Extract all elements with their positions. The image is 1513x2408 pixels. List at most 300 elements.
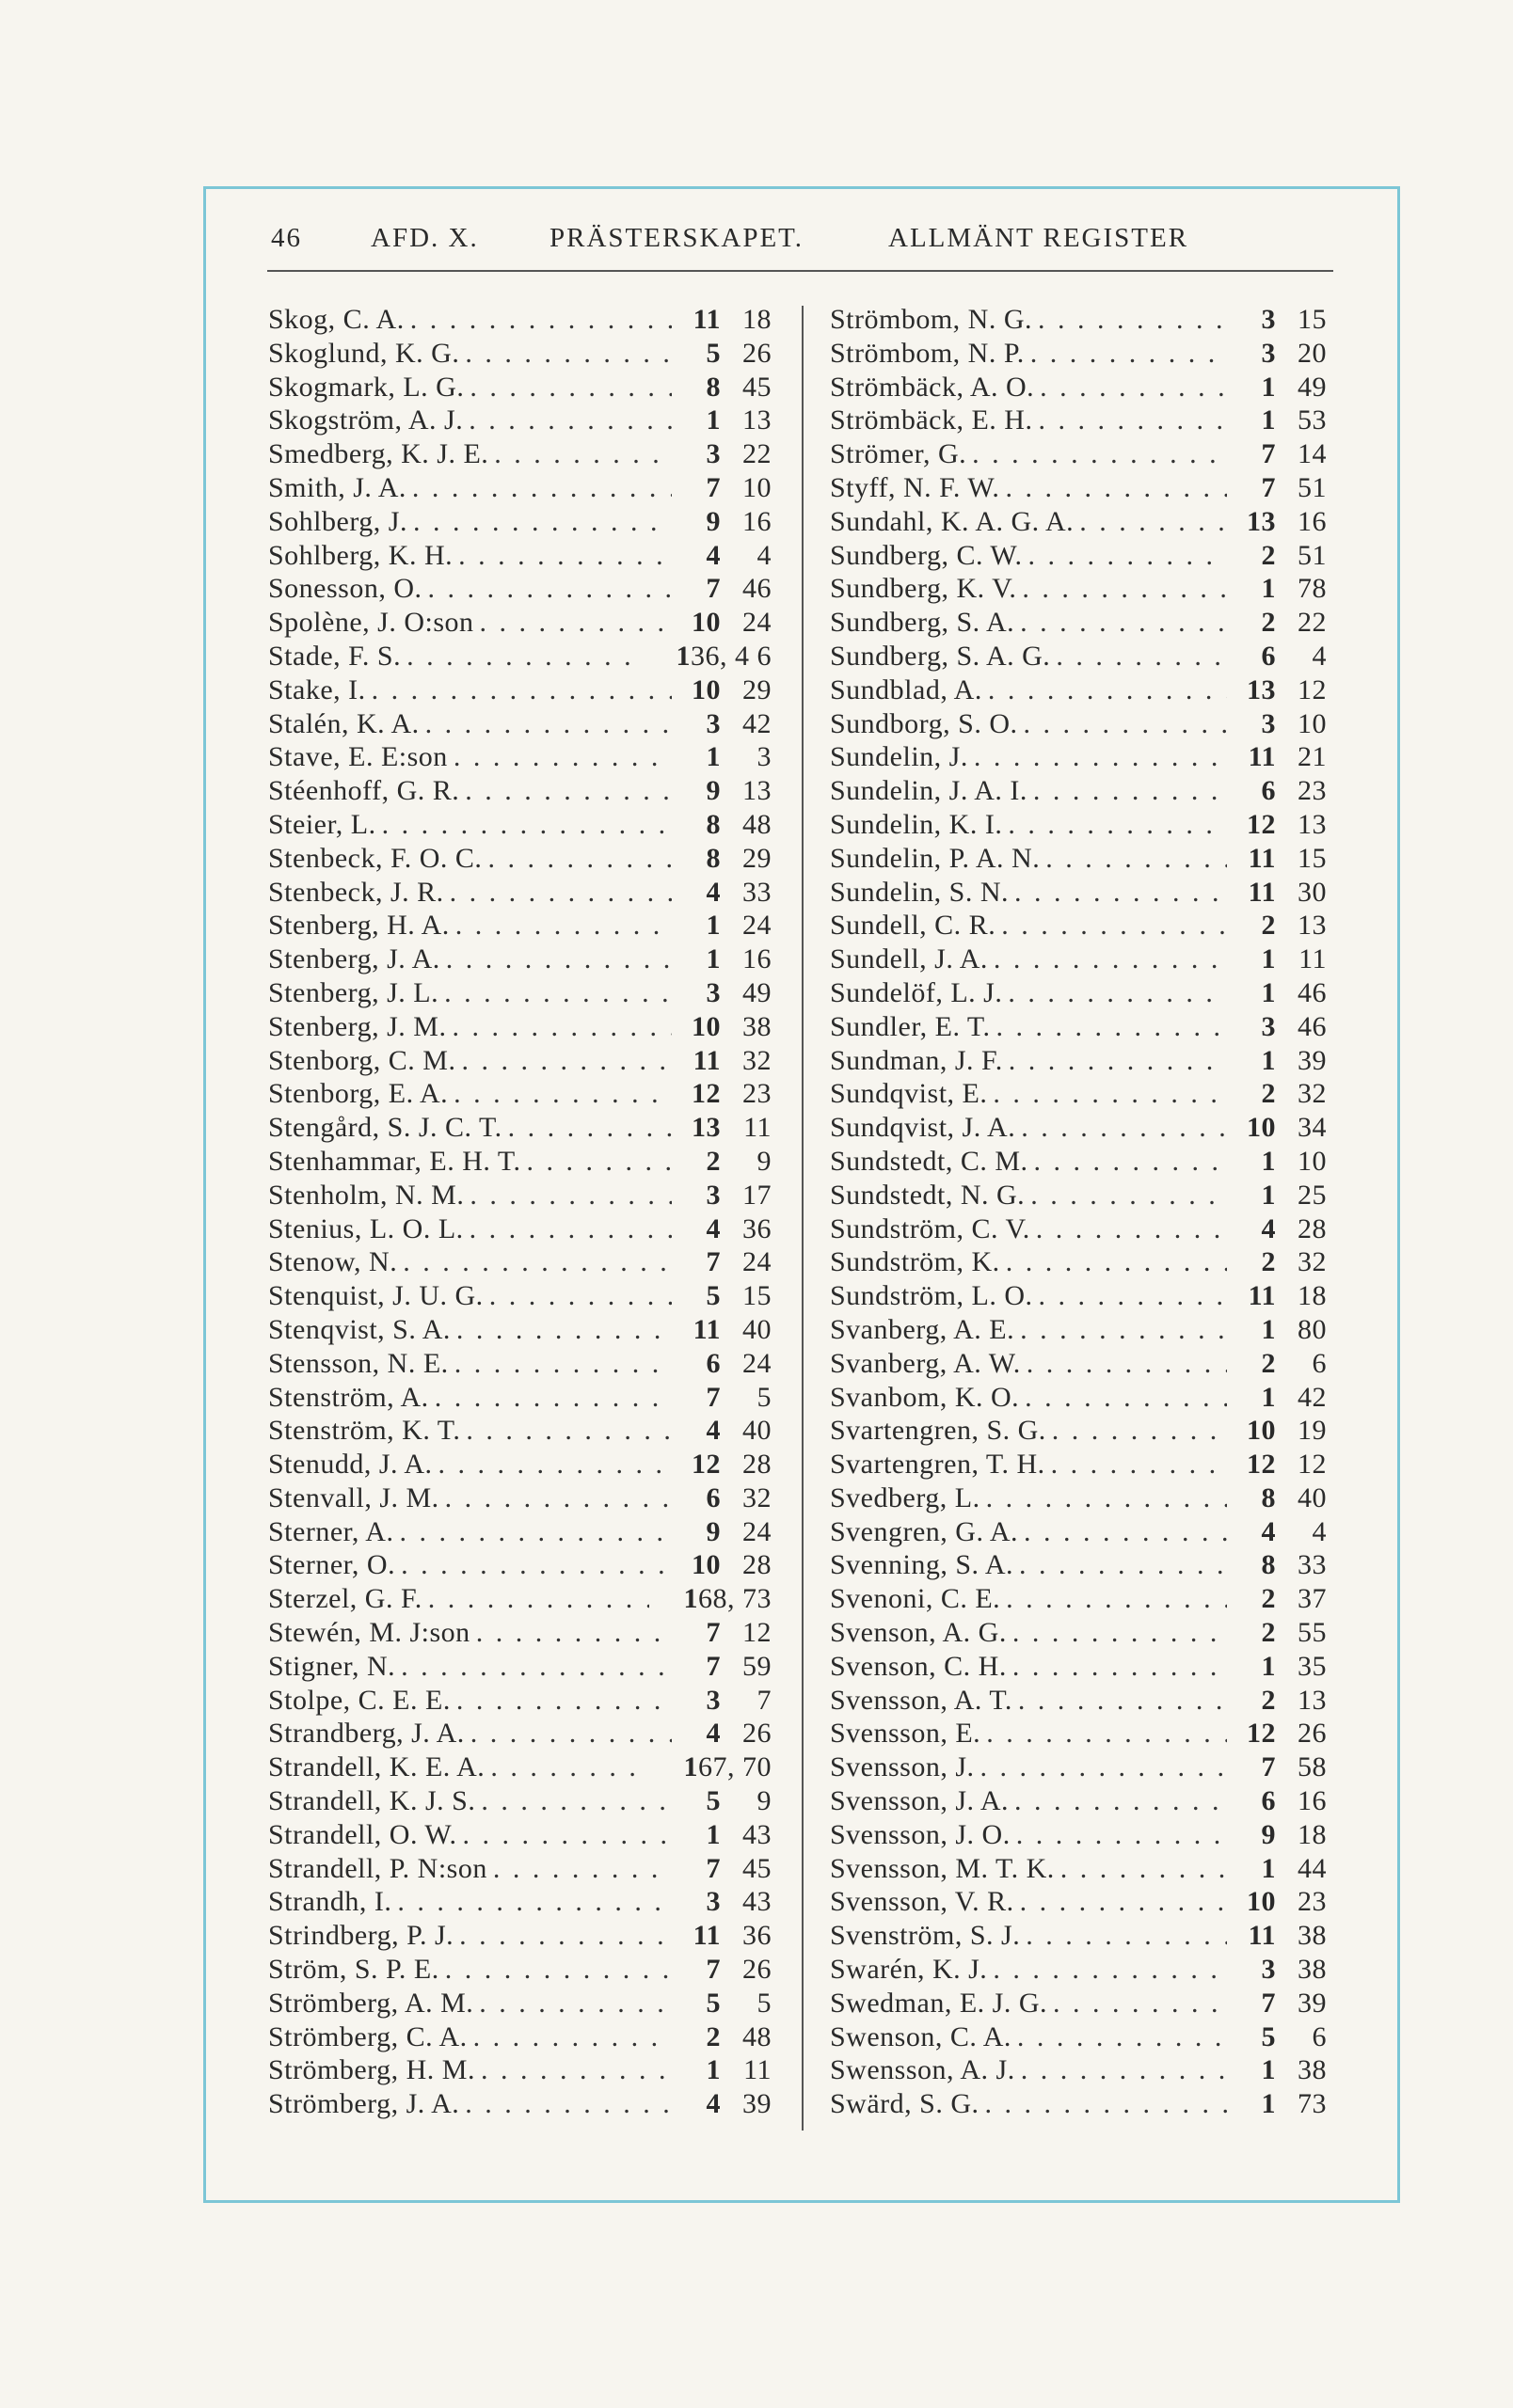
entry-reference <box>676 1885 772 1919</box>
entry-volume: 6 <box>1261 775 1276 807</box>
entry-reference <box>676 943 772 976</box>
register-entry <box>268 976 772 1010</box>
entry-name: Strandell, P. N:son <box>268 1852 487 1884</box>
entry-reference <box>676 2020 772 2054</box>
entry-volume: 7 <box>1261 438 1276 470</box>
entry-reference <box>1231 1179 1327 1212</box>
entry-name: Sundblad, A. <box>830 673 982 705</box>
register-entry <box>830 1582 1327 1616</box>
entry-name: Stengård, S. J. C. T. <box>268 1112 502 1144</box>
register-entry <box>830 2053 1327 2087</box>
entry-name: Sundelöf, L. J. <box>830 976 1003 1008</box>
entry-volume: 3 <box>706 976 721 1008</box>
leader-dots <box>1027 1347 1227 1381</box>
entry-name: Skogström, A. J. <box>268 404 464 436</box>
entry-page: 12 <box>1298 673 1327 705</box>
register-entry <box>830 1650 1327 1684</box>
page-subtitle: ALLMÄNT REGISTER <box>888 223 1189 253</box>
entry-volume: 1 <box>1261 1650 1276 1682</box>
register-entry <box>268 909 772 943</box>
entry-name: Steier, L. <box>268 808 376 840</box>
entry-page: 39 <box>1298 1987 1327 2019</box>
entry-reference <box>676 1179 772 1212</box>
entry-reference <box>676 1650 772 1684</box>
entry-volume: 7 <box>706 1954 721 1986</box>
entry-volume: 5 <box>1261 2020 1276 2052</box>
entry-volume: 1 <box>1261 573 1276 605</box>
entry-page: 13 <box>1298 1684 1327 1716</box>
entry-reference <box>1231 539 1327 573</box>
entry-reference <box>1231 673 1327 707</box>
leader-dots <box>1053 1987 1227 2020</box>
entry-volume: 1 <box>1261 976 1276 1008</box>
register-entry <box>830 1616 1327 1650</box>
entry-page: 36, 4 6 <box>691 640 772 672</box>
register-entry <box>830 1414 1327 1448</box>
entry-volume: 9 <box>706 505 721 537</box>
entry-volume: 2 <box>1261 1617 1276 1649</box>
register-entry <box>830 740 1327 774</box>
entry-reference <box>1231 1650 1327 1684</box>
register-entry <box>830 1481 1327 1515</box>
entry-page: 5 <box>756 1381 772 1413</box>
entry-page: 25 <box>1298 1179 1327 1211</box>
entry-reference <box>1231 774 1327 808</box>
entry-volume: 6 <box>706 1347 721 1379</box>
entry-reference <box>676 808 772 842</box>
register-entry <box>830 943 1327 976</box>
entry-name: Stenquist, J. U. G. <box>268 1280 484 1312</box>
entry-name: Strandell, O. W. <box>268 1818 457 1850</box>
entry-volume: 10 <box>692 607 721 639</box>
entry-name: Stenberg, J. M. <box>268 1010 447 1042</box>
leader-dots <box>1005 471 1227 505</box>
entry-volume: 4 <box>706 539 721 571</box>
register-entry <box>268 740 772 774</box>
entry-reference <box>1231 1582 1327 1616</box>
entry-volume: 1 <box>706 943 721 975</box>
register-entry <box>268 1885 772 1919</box>
register-entry <box>830 1381 1327 1415</box>
leader-dots <box>993 1077 1227 1111</box>
entry-page: 18 <box>742 304 772 335</box>
register-entry <box>268 640 772 673</box>
register-entry <box>830 2087 1327 2121</box>
entry-volume: 4 <box>706 1415 721 1447</box>
entry-reference <box>1231 976 1327 1010</box>
entry-page: 13 <box>742 404 772 436</box>
entry-reference <box>676 842 772 876</box>
entry-name: Smedberg, K. J. E. <box>268 438 489 470</box>
entry-page: 35 <box>1298 1650 1327 1682</box>
register-entry <box>268 1650 772 1684</box>
entry-reference <box>1231 1684 1327 1718</box>
entry-page: 20 <box>1298 337 1327 369</box>
entry-name: Strömbom, N. G. <box>830 304 1033 335</box>
entry-name: Sundler, E. T. <box>830 1010 991 1042</box>
register-entry <box>268 1414 772 1448</box>
entry-page: 33 <box>1298 1549 1327 1581</box>
entry-name: Stenbeck, J. R. <box>268 876 444 908</box>
register-entry <box>830 1852 1327 1886</box>
entry-reference <box>1231 1481 1327 1515</box>
entry-volume: 1 <box>1261 1179 1276 1211</box>
leader-dots <box>986 1481 1227 1515</box>
register-entry <box>268 1751 772 1784</box>
entry-name: Svanberg, A. W. <box>830 1347 1021 1379</box>
leader-dots <box>1001 909 1227 943</box>
entry-volume: 1 <box>706 1818 721 1850</box>
register-entry <box>268 1448 772 1481</box>
entry-reference <box>1231 707 1327 741</box>
entry-page: 6 <box>1312 2020 1327 2052</box>
entry-reference <box>676 1145 772 1179</box>
leader-dots <box>487 842 672 876</box>
entry-name: Strandell, K. E. A. <box>268 1751 486 1783</box>
entry-volume: 2 <box>706 1145 721 1177</box>
entry-page: 80 <box>1298 1313 1327 1345</box>
entry-page: 23 <box>1298 775 1327 807</box>
entry-page: 24 <box>742 1347 772 1379</box>
entry-reference <box>676 1717 772 1751</box>
leader-dots <box>988 673 1227 707</box>
entry-reference <box>1231 1919 1327 1953</box>
entry-name: Sundelin, K. I. <box>830 808 1003 840</box>
entry-reference <box>1231 1347 1327 1381</box>
entry-reference <box>1231 740 1327 774</box>
leader-dots <box>1006 1582 1227 1616</box>
entry-volume: 7 <box>706 573 721 605</box>
entry-page: 24 <box>742 607 772 639</box>
register-entry <box>830 1279 1327 1313</box>
entry-volume: 4 <box>706 1212 721 1244</box>
entry-name: Stalén, K. A. <box>268 707 420 739</box>
entry-name: Sundqvist, E. <box>830 1078 988 1110</box>
entry-reference <box>1231 2087 1327 2121</box>
entry-name: Sundborg, S. O. <box>830 707 1018 739</box>
section-label: AFD. X. <box>371 223 479 253</box>
entry-volume: 10 <box>1247 1415 1276 1447</box>
entry-name: Swenson, C. A. <box>830 2020 1011 2052</box>
entry-page: 18 <box>1298 1280 1327 1312</box>
leader-dots <box>1020 1885 1227 1919</box>
page-title: PRÄSTERSKAPET. <box>549 223 804 253</box>
leader-dots <box>972 437 1227 471</box>
entry-name: Strandell, K. J. S. <box>268 1785 476 1817</box>
register-entry <box>830 1885 1327 1919</box>
leader-dots <box>1038 404 1227 437</box>
entry-name: Stéenhoff, G. R. <box>268 775 460 807</box>
entry-page: 55 <box>1298 1617 1327 1649</box>
entry-volume: 1 <box>1261 1381 1276 1413</box>
entry-page: 33 <box>742 876 772 908</box>
entry-page: 38 <box>742 1010 772 1042</box>
entry-volume: 12 <box>1247 1449 1276 1481</box>
leader-dots <box>406 640 642 673</box>
entry-reference <box>1231 640 1327 673</box>
leader-dots <box>1038 303 1227 337</box>
register-entry <box>268 876 772 910</box>
register-entry <box>830 1145 1327 1179</box>
entry-page: 24 <box>742 1246 772 1278</box>
leader-dots <box>489 1279 672 1313</box>
entry-reference <box>676 1548 772 1582</box>
entry-name: Stave, E. E:son <box>268 741 448 773</box>
entry-name: Stenius, L. O. L. <box>268 1212 464 1244</box>
leader-dots <box>399 1515 672 1549</box>
leader-dots <box>993 1953 1227 1987</box>
leader-dots <box>463 1818 673 1852</box>
register-entry <box>268 943 772 976</box>
entry-name: Svengren, G. A. <box>830 1515 1018 1547</box>
register-entry <box>830 1212 1327 1246</box>
entry-page: 22 <box>1298 607 1327 639</box>
entry-page: 12 <box>1298 1449 1327 1481</box>
entry-name: Stenborg, E. A. <box>268 1078 449 1110</box>
entry-reference <box>676 2053 772 2087</box>
leader-dots <box>397 1885 672 1919</box>
entry-name: Skog, C. A. <box>268 304 405 335</box>
entry-volume: 10 <box>692 1549 721 1581</box>
entry-volume: 4 <box>1261 1515 1276 1547</box>
entry-name: Strömer, G. <box>830 438 967 470</box>
entry-reference <box>676 437 772 471</box>
entry-page: 7 <box>756 1684 772 1716</box>
entry-name: Stenberg, J. L. <box>268 976 439 1008</box>
entry-reference <box>676 1414 772 1448</box>
register-entry <box>830 1077 1327 1111</box>
entry-volume: 11 <box>1248 842 1276 874</box>
entry-volume: 10 <box>1247 1886 1276 1918</box>
entry-reference <box>676 1481 772 1515</box>
leader-dots <box>1024 1515 1227 1549</box>
entry-page: 28 <box>742 1549 772 1581</box>
leader-dots <box>465 2087 672 2121</box>
entry-name: Strandberg, J. A. <box>268 1718 465 1750</box>
entry-volume: 9 <box>706 775 721 807</box>
entry-volume: 3 <box>1261 304 1276 335</box>
leader-dots <box>1022 572 1227 606</box>
leader-dots <box>980 1751 1227 1784</box>
entry-volume: 2 <box>1261 1347 1276 1379</box>
leader-dots <box>1021 2053 1227 2087</box>
entry-page: 15 <box>1298 842 1327 874</box>
register-entry <box>268 1347 772 1381</box>
entry-name: Svensson, E. <box>830 1718 981 1750</box>
entry-name: Stigner, N. <box>268 1650 396 1682</box>
entry-page: 32 <box>742 1481 772 1513</box>
entry-volume: 1 <box>1261 943 1276 975</box>
entry-reference <box>676 707 772 741</box>
register-entry <box>268 1684 772 1718</box>
register-entry <box>268 1313 772 1347</box>
leader-dots <box>470 1212 672 1246</box>
entry-reference <box>1231 606 1327 640</box>
entry-volume: 8 <box>706 371 721 403</box>
entry-page: 34 <box>1298 1112 1327 1144</box>
leader-dots <box>481 2053 672 2087</box>
leader-dots <box>1017 2020 1227 2054</box>
register-entry <box>268 1381 772 1415</box>
leader-dots <box>454 1347 672 1381</box>
register-entry <box>268 2087 772 2121</box>
entry-page: 19 <box>1298 1415 1327 1447</box>
entry-name: Svensson, A. T. <box>830 1684 1012 1716</box>
leader-dots <box>493 1852 672 1886</box>
leader-dots <box>974 740 1227 774</box>
entry-name: Svartengren, T. H. <box>830 1449 1045 1481</box>
entry-volume: 2 <box>706 2020 721 2052</box>
entry-volume: 4 <box>706 2088 721 2120</box>
entry-page: 13 <box>1298 910 1327 942</box>
entry-reference <box>676 1245 772 1279</box>
entry-page: 39 <box>742 2088 772 2120</box>
register-entry <box>268 1179 772 1212</box>
entry-reference <box>676 673 772 707</box>
entry-volume: 10 <box>692 673 721 705</box>
entry-reference <box>1231 1414 1327 1448</box>
entry-reference <box>676 740 772 774</box>
entry-volume: 13 <box>692 1112 721 1144</box>
entry-reference <box>676 606 772 640</box>
leader-dots <box>461 1044 672 1078</box>
register-entry <box>830 1751 1327 1784</box>
entry-page: 14 <box>1298 438 1327 470</box>
entry-page: 51 <box>1298 471 1327 503</box>
leader-dots <box>1030 337 1227 371</box>
entry-reference <box>676 1212 772 1246</box>
leader-dots <box>428 1582 649 1616</box>
entry-name: Styff, N. F. W. <box>830 471 1000 503</box>
entry-reference <box>676 1515 772 1549</box>
leader-dots <box>458 539 672 573</box>
entry-name: Skoglund, K. G. <box>268 337 460 369</box>
entry-volume: 1 <box>1261 1313 1276 1345</box>
register-entry <box>830 808 1327 842</box>
leader-dots <box>454 1077 672 1111</box>
entry-volume: 3 <box>706 1684 721 1716</box>
entry-volume: 1 <box>706 2054 721 2086</box>
entry-name: Strandh, I. <box>268 1886 392 1918</box>
leader-dots <box>1056 640 1227 673</box>
entry-volume: 12 <box>1247 808 1276 840</box>
entry-reference <box>1231 1818 1327 1852</box>
register-entry <box>830 909 1327 943</box>
leader-dots <box>1051 1448 1227 1481</box>
entry-page: 59 <box>742 1650 772 1682</box>
leader-dots <box>466 1414 672 1448</box>
entry-volume: 10 <box>1247 1112 1276 1144</box>
entry-page: 24 <box>742 1515 772 1547</box>
entry-name: Sonesson, O. <box>268 573 422 605</box>
entry-reference <box>1231 1717 1327 1751</box>
register-entry <box>830 1245 1327 1279</box>
entry-page: 43 <box>742 1886 772 1918</box>
leader-dots <box>465 774 672 808</box>
entry-volume: 3 <box>706 707 721 739</box>
register-entry <box>830 1515 1327 1549</box>
register-entry <box>268 1044 772 1078</box>
entry-page: 58 <box>1298 1751 1327 1783</box>
leader-dots <box>470 1179 672 1212</box>
entry-page: 46 <box>742 573 772 605</box>
entry-volume: 11 <box>1248 876 1276 908</box>
register-entry <box>268 1987 772 2020</box>
leader-dots <box>446 943 672 976</box>
leader-dots <box>1023 707 1227 741</box>
column-divider <box>802 306 804 2131</box>
entry-page: 29 <box>742 673 772 705</box>
entry-page: 4 <box>1312 640 1327 672</box>
entry-volume: 4 <box>1261 1212 1276 1244</box>
entry-volume: 11 <box>693 304 721 335</box>
register-entry <box>830 876 1327 910</box>
entry-reference <box>1231 2053 1327 2087</box>
entry-reference <box>676 909 772 943</box>
entry-reference <box>676 572 772 606</box>
register-entry <box>268 1245 772 1279</box>
register-entry <box>268 808 772 842</box>
entry-name: Svedberg, L. <box>830 1481 980 1513</box>
entry-page: 11 <box>743 1112 772 1144</box>
entry-page: 36 <box>742 1212 772 1244</box>
leader-dots <box>1012 1616 1227 1650</box>
entry-name: Stenbeck, F. O. C. <box>268 842 483 874</box>
entry-volume: 3 <box>1261 707 1276 739</box>
entry-page: 13 <box>742 775 772 807</box>
entry-name: Sterner, O. <box>268 1549 396 1581</box>
entry-volume: 1 <box>1261 371 1276 403</box>
leader-dots <box>459 1919 672 1953</box>
entry-page: 16 <box>1298 505 1327 537</box>
entry-volume: 7 <box>706 1852 721 1884</box>
entry-reference <box>653 1751 772 1784</box>
leader-dots <box>996 1010 1227 1044</box>
register-entry <box>830 1684 1327 1718</box>
entry-page: 16 <box>742 505 772 537</box>
entry-page: 36 <box>742 1920 772 1952</box>
entry-name: Svartengren, S. G. <box>830 1415 1046 1447</box>
header-rule <box>267 270 1333 272</box>
entry-volume: 1 <box>1261 1145 1276 1177</box>
entry-page: 5 <box>756 1987 772 2019</box>
entry-name: Skogmark, L. G. <box>268 371 465 403</box>
entry-name: Spolène, J. O:son <box>268 607 474 639</box>
entry-volume: 8 <box>1261 1481 1276 1513</box>
entry-volume: 6 <box>1261 640 1276 672</box>
entry-reference <box>676 303 772 337</box>
entry-name: Svanbom, K. O. <box>830 1381 1020 1413</box>
entry-page: 21 <box>1298 741 1327 773</box>
entry-reference <box>676 774 772 808</box>
leader-dots <box>986 1717 1227 1751</box>
entry-page: 32 <box>1298 1246 1327 1278</box>
entry-volume: 1 <box>1261 2088 1276 2120</box>
entry-name: Svanberg, A. E. <box>830 1313 1015 1345</box>
entry-page: 13 <box>1298 808 1327 840</box>
entry-page: 17 <box>742 1179 772 1211</box>
leader-dots <box>473 2020 672 2054</box>
entry-volume: 1 <box>676 640 691 672</box>
entry-volume: 13 <box>1247 673 1276 705</box>
leader-dots <box>445 1953 672 1987</box>
entry-name: Sundell, J. A. <box>830 943 988 975</box>
leader-dots <box>1018 1684 1227 1718</box>
entry-page: 29 <box>742 842 772 874</box>
entry-volume: 2 <box>1261 910 1276 942</box>
entry-name: Sundelin, S. N. <box>830 876 1010 908</box>
leader-dots <box>470 371 672 404</box>
